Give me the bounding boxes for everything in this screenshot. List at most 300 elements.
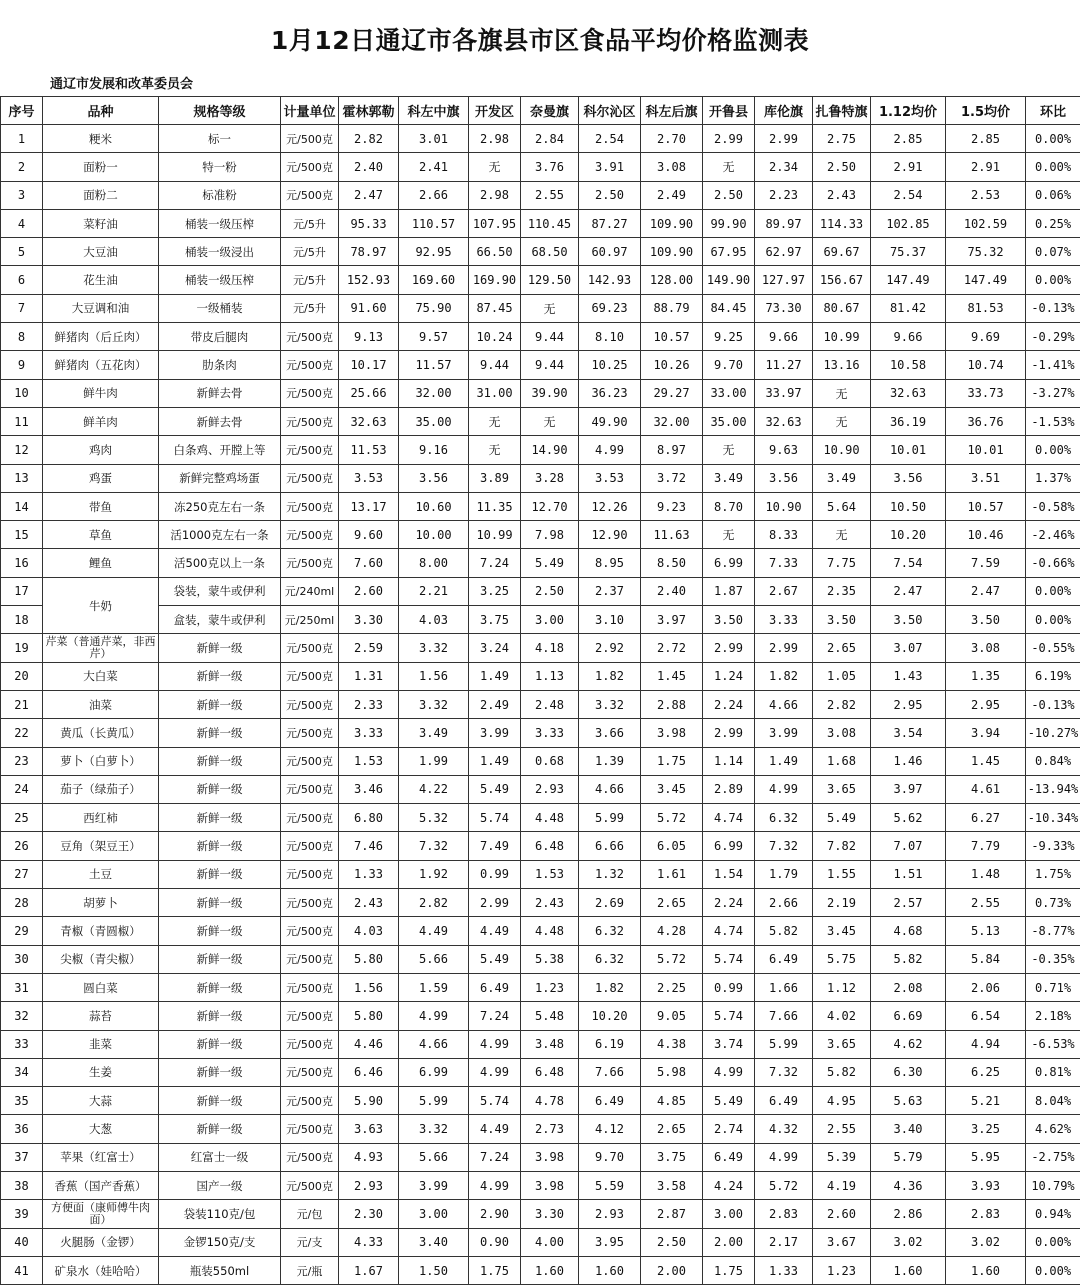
- table-cell: 7: [1, 294, 43, 322]
- table-cell: 无: [469, 436, 521, 464]
- column-header: 开鲁县: [703, 97, 755, 125]
- table-cell: 3.10: [579, 606, 641, 634]
- table-cell: 2.66: [399, 181, 469, 209]
- price-table: [0, 96, 1080, 1285]
- table-cell: 2.70: [641, 125, 703, 153]
- table-cell: 147.49: [946, 266, 1026, 294]
- table-cell: 3.32: [579, 690, 641, 718]
- table-cell: 5.38: [521, 945, 579, 973]
- table-cell: 3.93: [946, 1171, 1026, 1199]
- table-cell: 4.03: [339, 917, 399, 945]
- table-cell: 5.49: [813, 804, 871, 832]
- table-row: [1, 1030, 1080, 1058]
- table-cell: 元/500克: [281, 181, 339, 209]
- table-cell: 3.33: [339, 719, 399, 747]
- table-cell: 2.55: [946, 889, 1026, 917]
- table-cell: 10.20: [871, 521, 946, 549]
- table-cell: 无: [469, 153, 521, 181]
- table-cell: 3.98: [521, 1143, 579, 1171]
- table-cell: 14.90: [521, 436, 579, 464]
- table-cell: 3.45: [641, 775, 703, 803]
- table-cell: 7.66: [755, 1002, 813, 1030]
- table-cell: 2.24: [703, 690, 755, 718]
- table-cell: 2.99: [703, 125, 755, 153]
- table-cell: 4.74: [703, 917, 755, 945]
- table-cell: 3.76: [521, 153, 579, 181]
- table-row: [1, 323, 1080, 351]
- table-cell: 6.19%: [1026, 662, 1080, 690]
- table-cell: 4.99: [703, 1058, 755, 1086]
- table-cell: 元/包: [281, 1200, 339, 1228]
- table-cell: 大葱: [43, 1115, 159, 1143]
- table-row: [1, 1200, 1080, 1228]
- column-header: 库伦旗: [755, 97, 813, 125]
- table-cell: 3.08: [946, 634, 1026, 662]
- table-cell: 1.12: [813, 973, 871, 1001]
- table-cell: -0.35%: [1026, 945, 1080, 973]
- table-cell: 元/500克: [281, 407, 339, 435]
- table-cell: 3.51: [946, 464, 1026, 492]
- table-cell: 149.90: [703, 266, 755, 294]
- table-cell: 9.44: [521, 351, 579, 379]
- table-cell: 39.90: [521, 379, 579, 407]
- table-cell: 23: [1, 747, 43, 775]
- table-cell: 10.01: [946, 436, 1026, 464]
- table-cell: 114.33: [813, 209, 871, 237]
- table-cell: 10.99: [813, 323, 871, 351]
- table-cell: 1.23: [521, 973, 579, 1001]
- table-cell: 面粉一: [43, 153, 159, 181]
- table-cell: 62.97: [755, 238, 813, 266]
- table-cell: 33: [1, 1030, 43, 1058]
- table-cell: 3.08: [813, 719, 871, 747]
- table-cell: 新鲜一级: [159, 1002, 281, 1030]
- table-cell: 无: [813, 379, 871, 407]
- table-cell: 桶装一级压榨: [159, 266, 281, 294]
- table-cell: 33.00: [703, 379, 755, 407]
- table-cell: 5.99: [579, 804, 641, 832]
- table-cell: 92.95: [399, 238, 469, 266]
- table-cell: 袋装110克/包: [159, 1200, 281, 1228]
- table-cell: 韭菜: [43, 1030, 159, 1058]
- table-cell: 28: [1, 889, 43, 917]
- table-cell: 3.40: [871, 1115, 946, 1143]
- table-row: [1, 294, 1080, 322]
- table-cell: 80.67: [813, 294, 871, 322]
- table-cell: 11.35: [469, 492, 521, 520]
- table-cell: 8.50: [641, 549, 703, 577]
- table-cell: 66.50: [469, 238, 521, 266]
- table-cell: 6.54: [946, 1002, 1026, 1030]
- table-cell: 2.65: [641, 889, 703, 917]
- table-cell: 9.66: [871, 323, 946, 351]
- table-cell: 鸡蛋: [43, 464, 159, 492]
- table-cell: 2.23: [755, 181, 813, 209]
- table-cell: 2.50: [813, 153, 871, 181]
- table-cell: 3.24: [469, 634, 521, 662]
- table-cell: 香蕉（国产香蕉）: [43, 1171, 159, 1199]
- table-cell: 6.99: [703, 549, 755, 577]
- table-cell: 26: [1, 832, 43, 860]
- table-cell: 3.99: [755, 719, 813, 747]
- table-cell: 3.32: [399, 634, 469, 662]
- table-cell: 2.53: [946, 181, 1026, 209]
- table-cell: 2.92: [579, 634, 641, 662]
- table-cell: 110.45: [521, 209, 579, 237]
- table-cell: 生姜: [43, 1058, 159, 1086]
- table-cell: 2.69: [579, 889, 641, 917]
- table-cell: 2.65: [813, 634, 871, 662]
- table-cell: 2.60: [339, 577, 399, 605]
- table-cell: 32: [1, 1002, 43, 1030]
- table-cell: 10.00: [399, 521, 469, 549]
- table-cell: 10.74: [946, 351, 1026, 379]
- table-cell: 3.25: [946, 1115, 1026, 1143]
- table-cell: 11: [1, 407, 43, 435]
- table-cell: 34: [1, 1058, 43, 1086]
- table-cell: 7.24: [469, 549, 521, 577]
- column-header: 1.5均价: [946, 97, 1026, 125]
- table-cell: 10.58: [871, 351, 946, 379]
- table-cell: 3.98: [521, 1171, 579, 1199]
- column-header: 科左中旗: [399, 97, 469, 125]
- table-cell: 142.93: [579, 266, 641, 294]
- table-cell: 1.48: [946, 860, 1026, 888]
- table-cell: 10.50: [871, 492, 946, 520]
- table-cell: 49.90: [579, 407, 641, 435]
- table-cell: 2.91: [871, 153, 946, 181]
- table-cell: 60.97: [579, 238, 641, 266]
- table-cell: 0.00%: [1026, 577, 1080, 605]
- table-cell: 元/500克: [281, 379, 339, 407]
- table-cell: 10.25: [579, 351, 641, 379]
- table-cell: 2.99: [469, 889, 521, 917]
- table-cell: -10.27%: [1026, 719, 1080, 747]
- table-cell: 29: [1, 917, 43, 945]
- table-cell: 7.24: [469, 1143, 521, 1171]
- table-cell: 2.47: [339, 181, 399, 209]
- table-cell: 鸡肉: [43, 436, 159, 464]
- table-cell: 新鲜一级: [159, 860, 281, 888]
- table-cell: 5.74: [469, 804, 521, 832]
- column-header: 计量单位: [281, 97, 339, 125]
- table-cell: 1.82: [755, 662, 813, 690]
- table-row: [1, 1058, 1080, 1086]
- table-cell: 1.61: [641, 860, 703, 888]
- table-cell: 1.43: [871, 662, 946, 690]
- table-cell: 169.60: [399, 266, 469, 294]
- table-cell: 元/500克: [281, 351, 339, 379]
- table-row: [1, 181, 1080, 209]
- table-cell: 0.90: [469, 1228, 521, 1256]
- table-cell: 1.67: [339, 1256, 399, 1284]
- table-cell: 元/500克: [281, 973, 339, 1001]
- table-cell: 5.74: [703, 1002, 755, 1030]
- table-cell: 8.70: [703, 492, 755, 520]
- table-cell: 6.99: [399, 1058, 469, 1086]
- table-cell: 4.49: [469, 1115, 521, 1143]
- table-cell: 2.47: [871, 577, 946, 605]
- table-cell: 22: [1, 719, 43, 747]
- table-cell: 152.93: [339, 266, 399, 294]
- table-cell: 2.35: [813, 577, 871, 605]
- table-cell: 107.95: [469, 209, 521, 237]
- table-cell: 4.03: [399, 606, 469, 634]
- table-cell: 7.79: [946, 832, 1026, 860]
- table-cell: 12.70: [521, 492, 579, 520]
- table-cell: 32.63: [871, 379, 946, 407]
- table-cell: 24: [1, 775, 43, 803]
- table-cell: 3.30: [521, 1200, 579, 1228]
- table-cell: 2.95: [946, 690, 1026, 718]
- table-cell: -2.75%: [1026, 1143, 1080, 1171]
- table-cell: 6.49: [469, 973, 521, 1001]
- table-cell: 0.00%: [1026, 153, 1080, 181]
- table-cell: 2.82: [339, 125, 399, 153]
- table-cell: 1.49: [469, 662, 521, 690]
- table-cell: 新鲜一级: [159, 973, 281, 1001]
- table-cell: 无: [521, 407, 579, 435]
- table-cell: 元/500克: [281, 804, 339, 832]
- table-cell: 1.59: [399, 973, 469, 1001]
- table-cell: 0.73%: [1026, 889, 1080, 917]
- table-cell: 1.56: [339, 973, 399, 1001]
- table-cell: 2.59: [339, 634, 399, 662]
- table-cell: 6.19: [579, 1030, 641, 1058]
- table-cell: 2.88: [641, 690, 703, 718]
- table-cell: 6.48: [521, 832, 579, 860]
- table-cell: 1.75: [469, 1256, 521, 1284]
- table-cell: 2.08: [871, 973, 946, 1001]
- table-cell: 15: [1, 521, 43, 549]
- table-cell: 6.69: [871, 1002, 946, 1030]
- table-cell: 2.37: [579, 577, 641, 605]
- table-cell: 0.06%: [1026, 181, 1080, 209]
- table-cell: 3.75: [469, 606, 521, 634]
- table-cell: 4.36: [871, 1171, 946, 1199]
- table-cell: 2.55: [521, 181, 579, 209]
- table-cell: 3.50: [813, 606, 871, 634]
- table-row: [1, 690, 1080, 718]
- table-cell: 4.66: [755, 690, 813, 718]
- table-cell: 0.68: [521, 747, 579, 775]
- table-cell: 36.76: [946, 407, 1026, 435]
- table-cell: 3.00: [703, 1200, 755, 1228]
- table-cell: 7.75: [813, 549, 871, 577]
- table-cell: -0.29%: [1026, 323, 1080, 351]
- table-cell: 3.91: [579, 153, 641, 181]
- table-cell: 1.24: [703, 662, 755, 690]
- table-cell: 无: [703, 436, 755, 464]
- table-cell: 84.45: [703, 294, 755, 322]
- table-cell: 4.33: [339, 1228, 399, 1256]
- table-cell: 0.84%: [1026, 747, 1080, 775]
- table-cell: 32.00: [399, 379, 469, 407]
- table-cell: 4.78: [521, 1087, 579, 1115]
- table-cell: 面粉二: [43, 181, 159, 209]
- table-cell: 元/5升: [281, 266, 339, 294]
- table-cell: 2.72: [641, 634, 703, 662]
- table-cell: 3.49: [813, 464, 871, 492]
- table-cell: 元/500克: [281, 436, 339, 464]
- table-cell: 33.97: [755, 379, 813, 407]
- table-cell: 6.66: [579, 832, 641, 860]
- table-row: [1, 209, 1080, 237]
- table-cell: 3.45: [813, 917, 871, 945]
- table-cell: 1.60: [521, 1256, 579, 1284]
- table-row: [1, 945, 1080, 973]
- table-cell: 元/500克: [281, 1058, 339, 1086]
- table-cell: 8.04%: [1026, 1087, 1080, 1115]
- table-cell: 6.49: [579, 1087, 641, 1115]
- table-cell: 活1000克左右一条: [159, 521, 281, 549]
- column-header: 科尔沁区: [579, 97, 641, 125]
- table-cell: 新鲜一级: [159, 945, 281, 973]
- table-cell: 7.82: [813, 832, 871, 860]
- table-cell: 7.98: [521, 521, 579, 549]
- table-cell: 0.81%: [1026, 1058, 1080, 1086]
- table-cell: 0.00%: [1026, 1228, 1080, 1256]
- table-cell: 元/5升: [281, 238, 339, 266]
- table-cell: 桶装一级浸出: [159, 238, 281, 266]
- table-cell: 5.72: [641, 945, 703, 973]
- table-cell: 1.49: [469, 747, 521, 775]
- table-cell: 9.23: [641, 492, 703, 520]
- table-cell: 无: [521, 294, 579, 322]
- table-cell: 2.65: [641, 1115, 703, 1143]
- table-cell: 9.05: [641, 1002, 703, 1030]
- table-cell: 4.32: [755, 1115, 813, 1143]
- table-cell: 1.33: [339, 860, 399, 888]
- table-cell: 元/500克: [281, 549, 339, 577]
- table-cell: 67.95: [703, 238, 755, 266]
- table-cell: 69.23: [579, 294, 641, 322]
- table-cell: 20: [1, 662, 43, 690]
- table-cell: 6.49: [755, 1087, 813, 1115]
- table-cell: 2: [1, 153, 43, 181]
- table-row: [1, 436, 1080, 464]
- table-cell: 3.67: [813, 1228, 871, 1256]
- table-cell: 3.54: [871, 719, 946, 747]
- table-cell: 花生油: [43, 266, 159, 294]
- table-cell: 2.24: [703, 889, 755, 917]
- table-cell: 5.49: [469, 775, 521, 803]
- table-cell: 35.00: [703, 407, 755, 435]
- table-cell: 9.60: [339, 521, 399, 549]
- table-cell: 1.37%: [1026, 464, 1080, 492]
- table-cell: 2.54: [871, 181, 946, 209]
- table-cell: 鲜牛肉: [43, 379, 159, 407]
- table-cell: 32.63: [755, 407, 813, 435]
- table-cell: 带鱼: [43, 492, 159, 520]
- table-cell: 0.25%: [1026, 209, 1080, 237]
- table-row: [1, 351, 1080, 379]
- table-cell: 5.49: [521, 549, 579, 577]
- table-cell: 1.35: [946, 662, 1026, 690]
- column-header: 品种: [43, 97, 159, 125]
- table-cell: 元/500克: [281, 690, 339, 718]
- table-cell: 1.60: [579, 1256, 641, 1284]
- table-cell: 3.02: [871, 1228, 946, 1256]
- table-cell: 5.79: [871, 1143, 946, 1171]
- table-cell: 元/500克: [281, 1030, 339, 1058]
- table-cell: 5.75: [813, 945, 871, 973]
- table-cell: 2.43: [521, 889, 579, 917]
- table-cell: 13.17: [339, 492, 399, 520]
- table-cell: 5.99: [399, 1087, 469, 1115]
- table-cell: 1.50: [399, 1256, 469, 1284]
- table-cell: 5.64: [813, 492, 871, 520]
- table-cell: 2.83: [755, 1200, 813, 1228]
- table-cell: 21: [1, 690, 43, 718]
- table-cell: 0.99: [469, 860, 521, 888]
- table-cell: 4.99: [399, 1002, 469, 1030]
- table-cell: 3.25: [469, 577, 521, 605]
- table-cell: 10.90: [755, 492, 813, 520]
- table-cell: 新鲜一级: [159, 1087, 281, 1115]
- table-cell: 1.79: [755, 860, 813, 888]
- table-cell: 1.49: [755, 747, 813, 775]
- table-cell: 新鲜一级: [159, 804, 281, 832]
- table-cell: 11.53: [339, 436, 399, 464]
- table-cell: -0.55%: [1026, 634, 1080, 662]
- table-cell: 5.63: [871, 1087, 946, 1115]
- table-cell: 2.19: [813, 889, 871, 917]
- table-cell: 1.54: [703, 860, 755, 888]
- table-cell: 1.39: [579, 747, 641, 775]
- table-cell: 新鲜一级: [159, 662, 281, 690]
- table-cell: 2.00: [641, 1256, 703, 1284]
- table-cell: 元/500克: [281, 747, 339, 775]
- table-row: [1, 889, 1080, 917]
- table-cell: -3.27%: [1026, 379, 1080, 407]
- table-row: [1, 1002, 1080, 1030]
- table-row: [1, 1087, 1080, 1115]
- table-cell: 元/500克: [281, 1171, 339, 1199]
- table-cell: 标准粉: [159, 181, 281, 209]
- table-cell: 73.30: [755, 294, 813, 322]
- table-cell: 2.90: [469, 1200, 521, 1228]
- table-cell: 4.48: [521, 917, 579, 945]
- table-cell: 无: [703, 521, 755, 549]
- table-cell: 3.32: [399, 1115, 469, 1143]
- table-cell: 4.68: [871, 917, 946, 945]
- table-cell: 袋装，蒙牛或伊利: [159, 577, 281, 605]
- table-cell: 5.62: [871, 804, 946, 832]
- table-cell: 18: [1, 606, 43, 634]
- table-cell: 7.32: [755, 832, 813, 860]
- table-cell: 2.49: [641, 181, 703, 209]
- table-cell: 87.45: [469, 294, 521, 322]
- column-header: 奈曼旗: [521, 97, 579, 125]
- table-cell: 87.27: [579, 209, 641, 237]
- table-cell: 81.53: [946, 294, 1026, 322]
- table-cell: 88.79: [641, 294, 703, 322]
- table-cell: 6.48: [521, 1058, 579, 1086]
- table-cell: 32.63: [339, 407, 399, 435]
- table-cell: 尖椒（青尖椒）: [43, 945, 159, 973]
- table-cell: 胡萝卜: [43, 889, 159, 917]
- table-cell: 黄瓜（长黄瓜）: [43, 719, 159, 747]
- table-cell: 1.55: [813, 860, 871, 888]
- table-cell: 特一粉: [159, 153, 281, 181]
- table-cell: -8.77%: [1026, 917, 1080, 945]
- table-cell: 2.43: [339, 889, 399, 917]
- table-cell: 元/500克: [281, 832, 339, 860]
- table-cell: 6.46: [339, 1058, 399, 1086]
- table-row: [1, 238, 1080, 266]
- table-cell: 3.98: [641, 719, 703, 747]
